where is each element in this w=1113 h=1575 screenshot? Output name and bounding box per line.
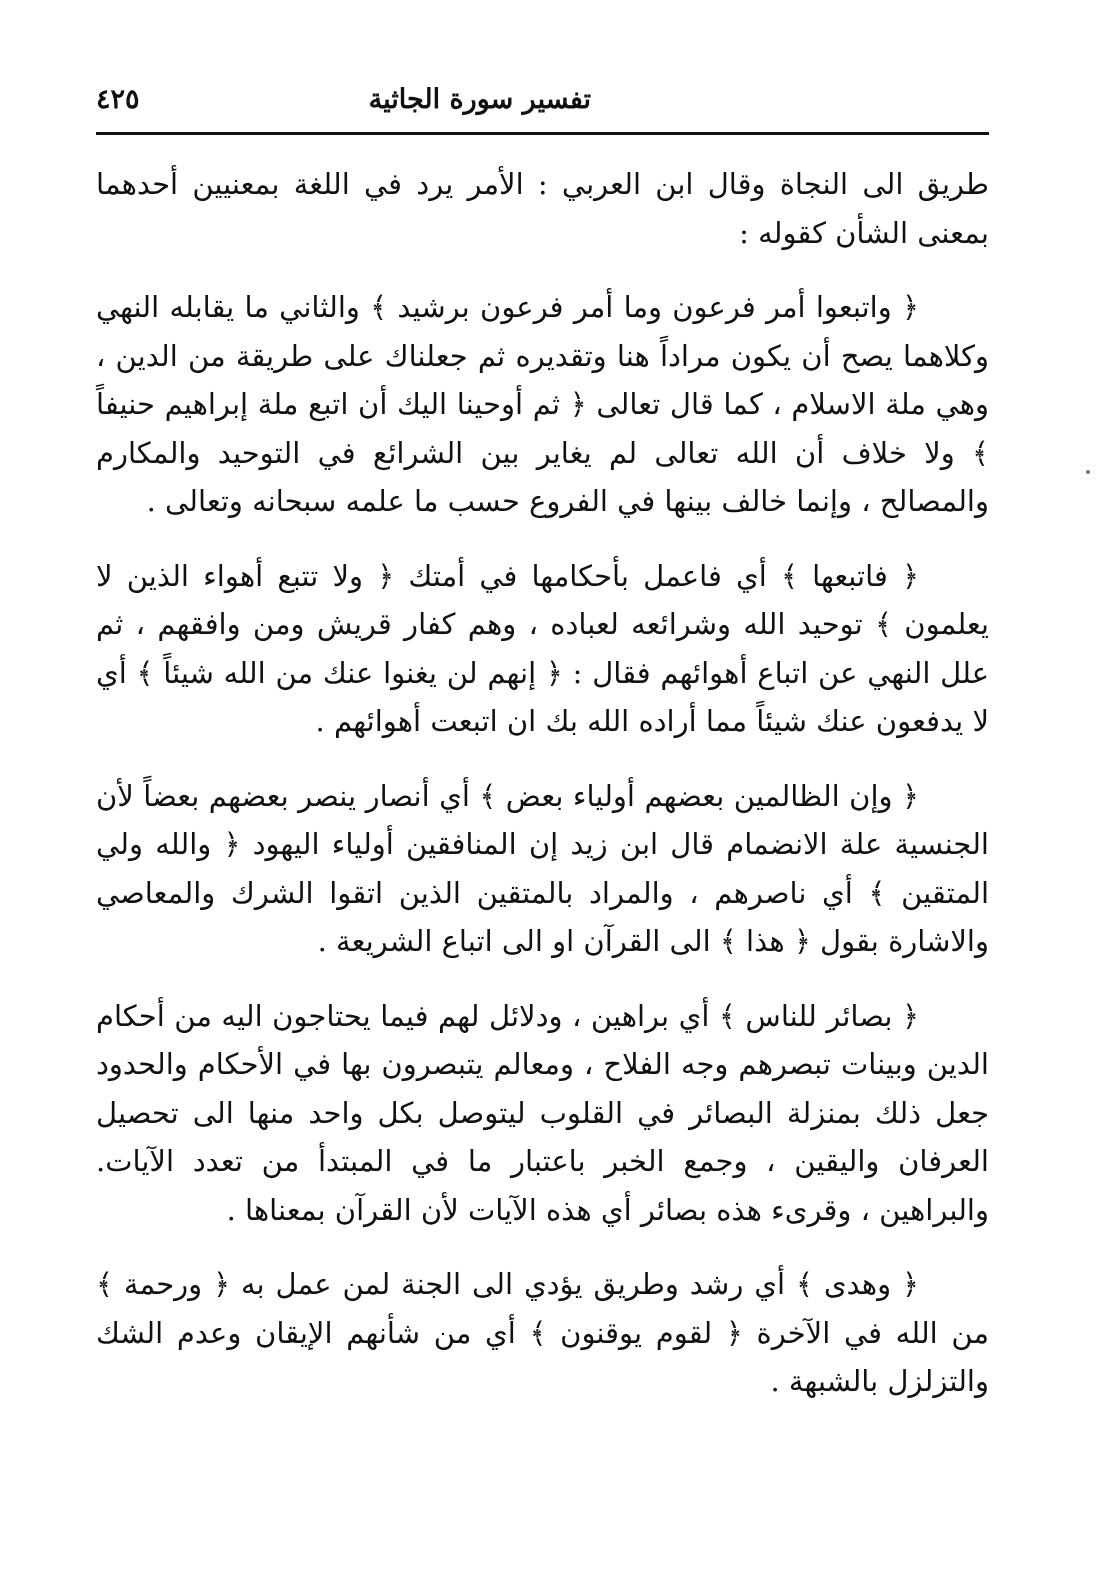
paragraph: ﴿ وهدى ﴾ أي رشد وطريق يؤدي الى الجنة لمن عمل به ﴿ ورحمة ﴾ من الله في الآخرة ﴿ لقوم يوقنون ﴾ أي من شأنهم الإيقان وعدم الشك والتزلزل بالشبهة . [96, 1267, 989, 1398]
paragraph: ﴿ فاتبعها ﴾ أي فاعمل بأحكامها في أمتك ﴿ ولا تتبع أهواء الذين لا يعلمون ﴾ توحيد الله وشرائعه لعباده ، وهم كفار قريش ومن وافقهم ، ثم علل النهي عن اتباع أهوائهم فقال : ﴿ إنهم لن يغنوا عنك من الله شيئاً ﴾ أي لا يدفعون عنك شيئاً مما أراده الله بك ان اتبعت أهوائهم . [96, 558, 989, 738]
paragraph: طريق الى النجاة وقال ابن العربي : الأمر يرد في اللغة بمعنيين أحدهما بمعنى الشأن كقوله : [96, 167, 989, 250]
paragraph: ﴿ وإن الظالمين بعضهم أولياء بعض ﴾ أي أنصار ينصر بعضهم بعضاً لأن الجنسية علة الانضمام قال ابن زيد إن المنافقين أولياء اليهود ﴿ والله ولي المتقين ﴾ أي ناصرهم ، والمراد بالمتقين الذين اتقوا الشرك والمعاصي والاشارة بقول ﴿ هذا ﴾ الى القرآن او الى اتباع الشريعة . [96, 778, 990, 958]
running-header [96, 84, 989, 128]
paragraph: ﴿ واتبعوا أمر فرعون وما أمر فرعون برشيد ﴾ والثاني ما يقابله النهي وكلاهما يصح أن يكون مراداً هنا وتقديره ثم جعلناك على طريقة من الدين ، وهي ملة الاسلام ، كما قال تعالى ﴿ ثم أوحينا اليك أن اتبع ملة إبراهيم حنيفاً ﴾ ولا خلاف أن الله تعالى لم يغاير بين الشرائع في التوحيد والمكارم والمصالح ، وإنما خالف بينها في الفروع حسب ما علمه سبحانه وتعالى . [96, 290, 989, 518]
scan-speck [1086, 470, 1090, 474]
header-divider [96, 132, 989, 135]
chapter-title: تفسير سورة الجاثية [368, 84, 591, 115]
page-number: ٤٢٥ [96, 84, 140, 115]
body-text [96, 160, 989, 1432]
paragraph: ﴿ بصائر للناس ﴾ أي براهين ، ودلائل لهم فيما يحتاجون اليه من أحكام الدين وبينات تبصرهم وجه الفلاح ، ومعالم يتبصرون بها في الأحكام والحدود جعل ذلك بمنزلة البصائر في القلوب ليتوصل بكل واحد منها الى تحصيل العرفان واليقين ، وجمع الخبر باعتبار ما في المبتدأ من تعدد الآيات. والبراهين ، وقرىء هذه بصائر أي هذه الآيات لأن القرآن بمعناها . [96, 998, 989, 1227]
